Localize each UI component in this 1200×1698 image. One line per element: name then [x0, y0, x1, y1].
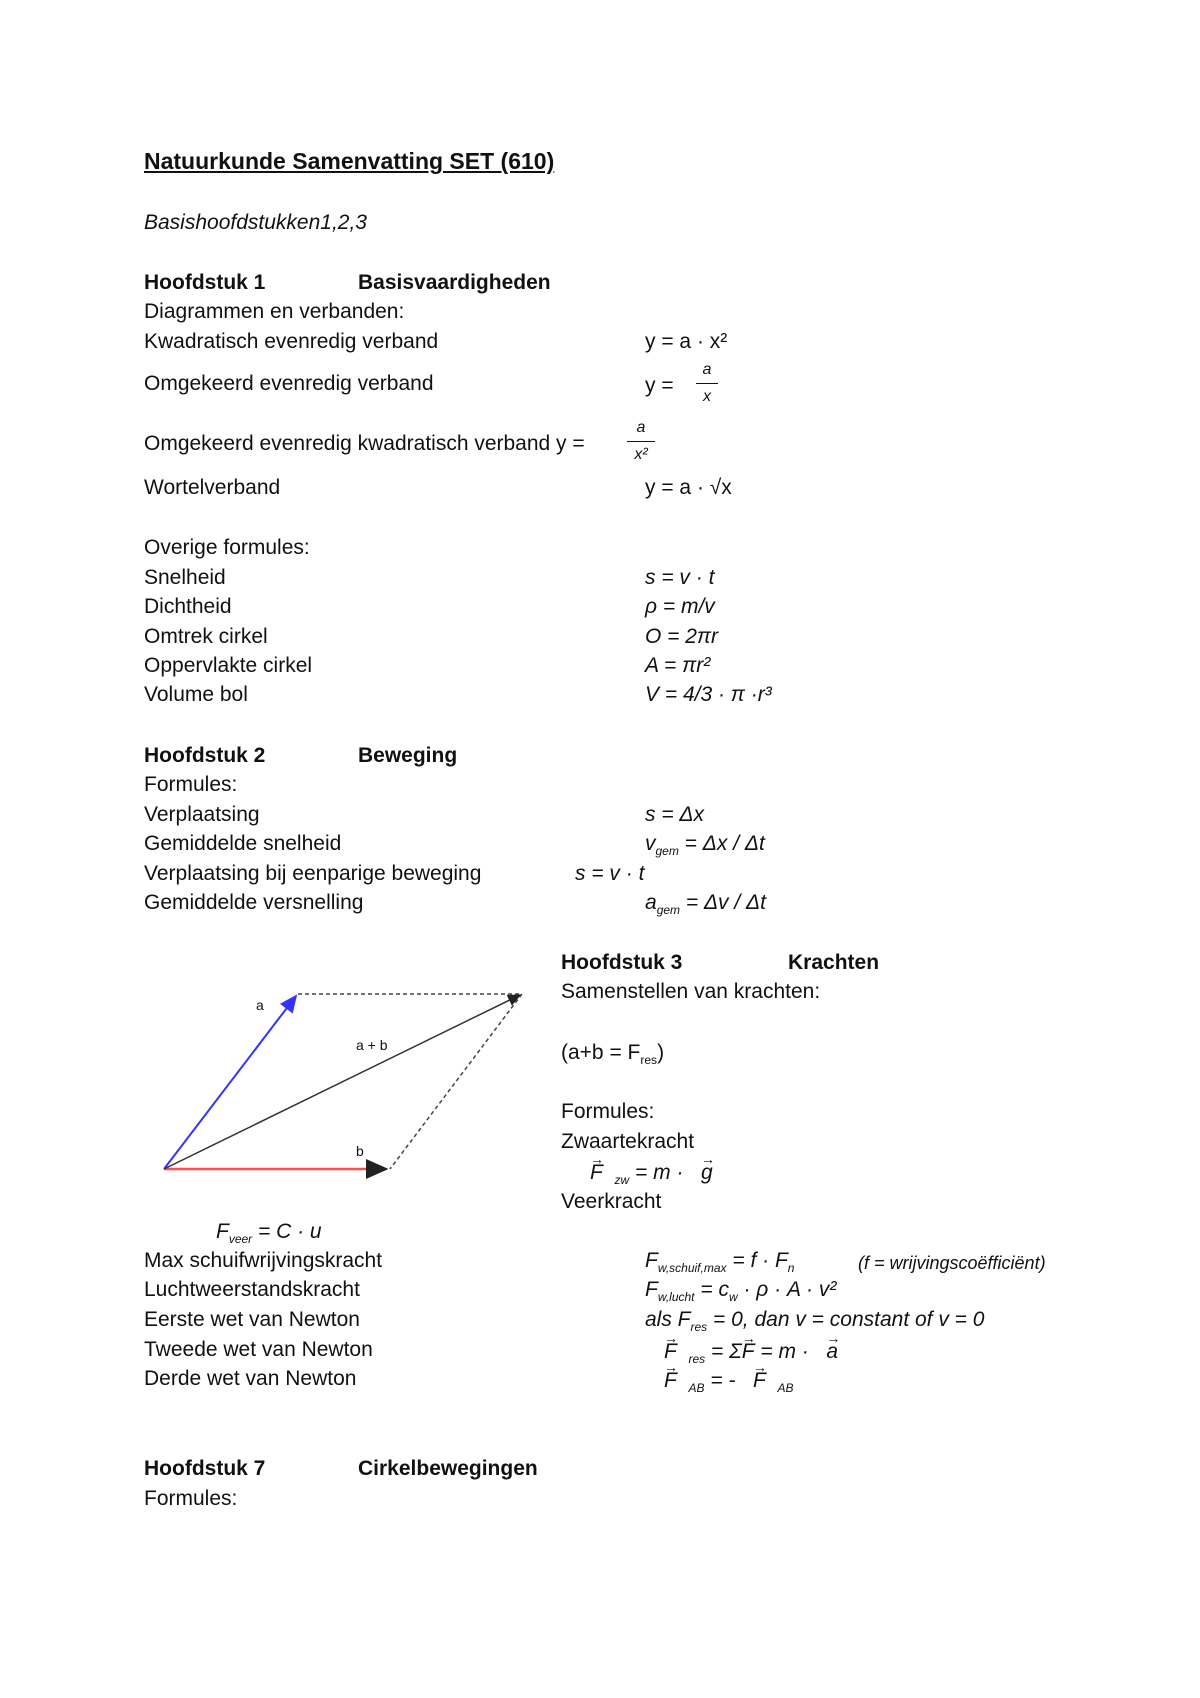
label-sum: a + b [356, 1037, 388, 1053]
formula: s = v · t [645, 566, 715, 589]
formula: $a_{gem} = \Delta v / \Delta t$ [645, 891, 766, 918]
formula: y = [645, 374, 674, 397]
other-formulas-title: Overige formules: [144, 536, 310, 559]
formula: → F $_{zw}$ = m · → g [590, 1160, 713, 1186]
row-label: Omgekeerd evenredig kwadratisch verband y = [144, 432, 585, 455]
row-label: Derde wet van Newton [144, 1367, 357, 1390]
fraction [694, 357, 720, 410]
row-label: Omtrek cirkel [144, 625, 268, 648]
row-label: Zwaartekracht [561, 1130, 695, 1153]
vector-sum-arrow [164, 995, 520, 1169]
formula: → F $_{res}$ = Σ→ F = m · → a [664, 1339, 838, 1365]
row-label: Eerste wet van Newton [144, 1308, 360, 1331]
label-a: a [256, 997, 264, 1013]
numerator: a [702, 361, 712, 378]
formula: A = πr² [645, 654, 711, 677]
formula: y = a · √x [645, 476, 732, 499]
fraction [624, 415, 658, 468]
chapter-1-name: Basisvaardigheden [358, 271, 551, 294]
formula: s = v · t [575, 862, 645, 885]
resultant-definition: $(a+b = F_{res})$ [561, 1041, 665, 1068]
row-label: Tweede wet van Newton [144, 1338, 373, 1361]
row-label: Gemiddelde versnelling [144, 891, 364, 914]
chapter-2-section: Formules: [144, 773, 238, 796]
note: (f = wrijvingscoëfficiënt) [858, 1253, 1046, 1273]
row-label: Kwadratisch evenredig verband [144, 330, 439, 353]
chapter-3-section: Samenstellen van krachten: [561, 980, 821, 1003]
row-label: Gemiddelde snelheid [144, 832, 342, 855]
vector-addition-diagram [150, 980, 530, 1200]
row-label: Volume bol [144, 683, 248, 706]
row-label: Verplaatsing [144, 803, 260, 826]
chapter-7-name: Cirkelbewegingen [358, 1457, 538, 1480]
row-label: Snelheid [144, 566, 226, 589]
row-label: Verplaatsing bij eenparige beweging [144, 862, 482, 885]
label-b: b [356, 1143, 364, 1159]
formula: $F_{veer} = C \cdot u$ [216, 1220, 322, 1247]
formulas-heading: Formules: [561, 1100, 655, 1123]
formula: ρ = m/v [645, 595, 715, 618]
formula: O = 2πr [645, 625, 719, 648]
chapter-2-name: Beweging [358, 744, 458, 767]
formula: $v_{gem} = \Delta x / \Delta t$ [645, 832, 765, 859]
formula: $F_{w,lucht} = c_w \cdot \rho \cdot A \cdot v^2$ [645, 1278, 837, 1305]
formula: $F_{w,schuif,max} = f \cdot F_n$ [645, 1249, 795, 1276]
chapter-1-label: Hoofdstuk 1 [144, 271, 266, 294]
formula: V = 4/3 · π ·r³ [645, 683, 772, 706]
formula: y = a · x² [645, 330, 728, 353]
row-label: Max schuifwrijvingskracht [144, 1249, 383, 1272]
subtitle: Basishoofdstukken1,2,3 [144, 211, 367, 234]
formula: als $F_{res} = 0$, dan v = constant of v = 0 [645, 1308, 985, 1335]
denominator: x² [634, 446, 648, 463]
row-label: Veerkracht [561, 1190, 662, 1213]
numerator: a [636, 419, 646, 436]
formula: → F $_{AB}$ = - → F $_{AB}$ [664, 1368, 793, 1394]
dashed-right-edge [390, 994, 522, 1169]
chapter-2-label: Hoofdstuk 2 [144, 744, 266, 767]
row-label: Luchtweerstandskracht [144, 1278, 360, 1301]
chapter-7-label: Hoofdstuk 7 [144, 1457, 266, 1480]
row-label: Oppervlakte cirkel [144, 654, 313, 677]
vector-a-arrow [164, 996, 296, 1169]
row-label: Dichtheid [144, 595, 232, 618]
chapter-7-section: Formules: [144, 1487, 238, 1510]
denominator: x [703, 388, 711, 405]
formula: s = Δx [645, 803, 705, 826]
page-title: Natuurkunde Samenvatting SET (610) [144, 148, 555, 174]
chapter-3-label: Hoofdstuk 3 [561, 951, 683, 974]
chapter-1-section: Diagrammen en verbanden: [144, 300, 405, 323]
row-label: Omgekeerd evenredig verband [144, 372, 434, 395]
row-label: Wortelverband [144, 476, 281, 499]
chapter-3-name: Krachten [788, 951, 880, 974]
